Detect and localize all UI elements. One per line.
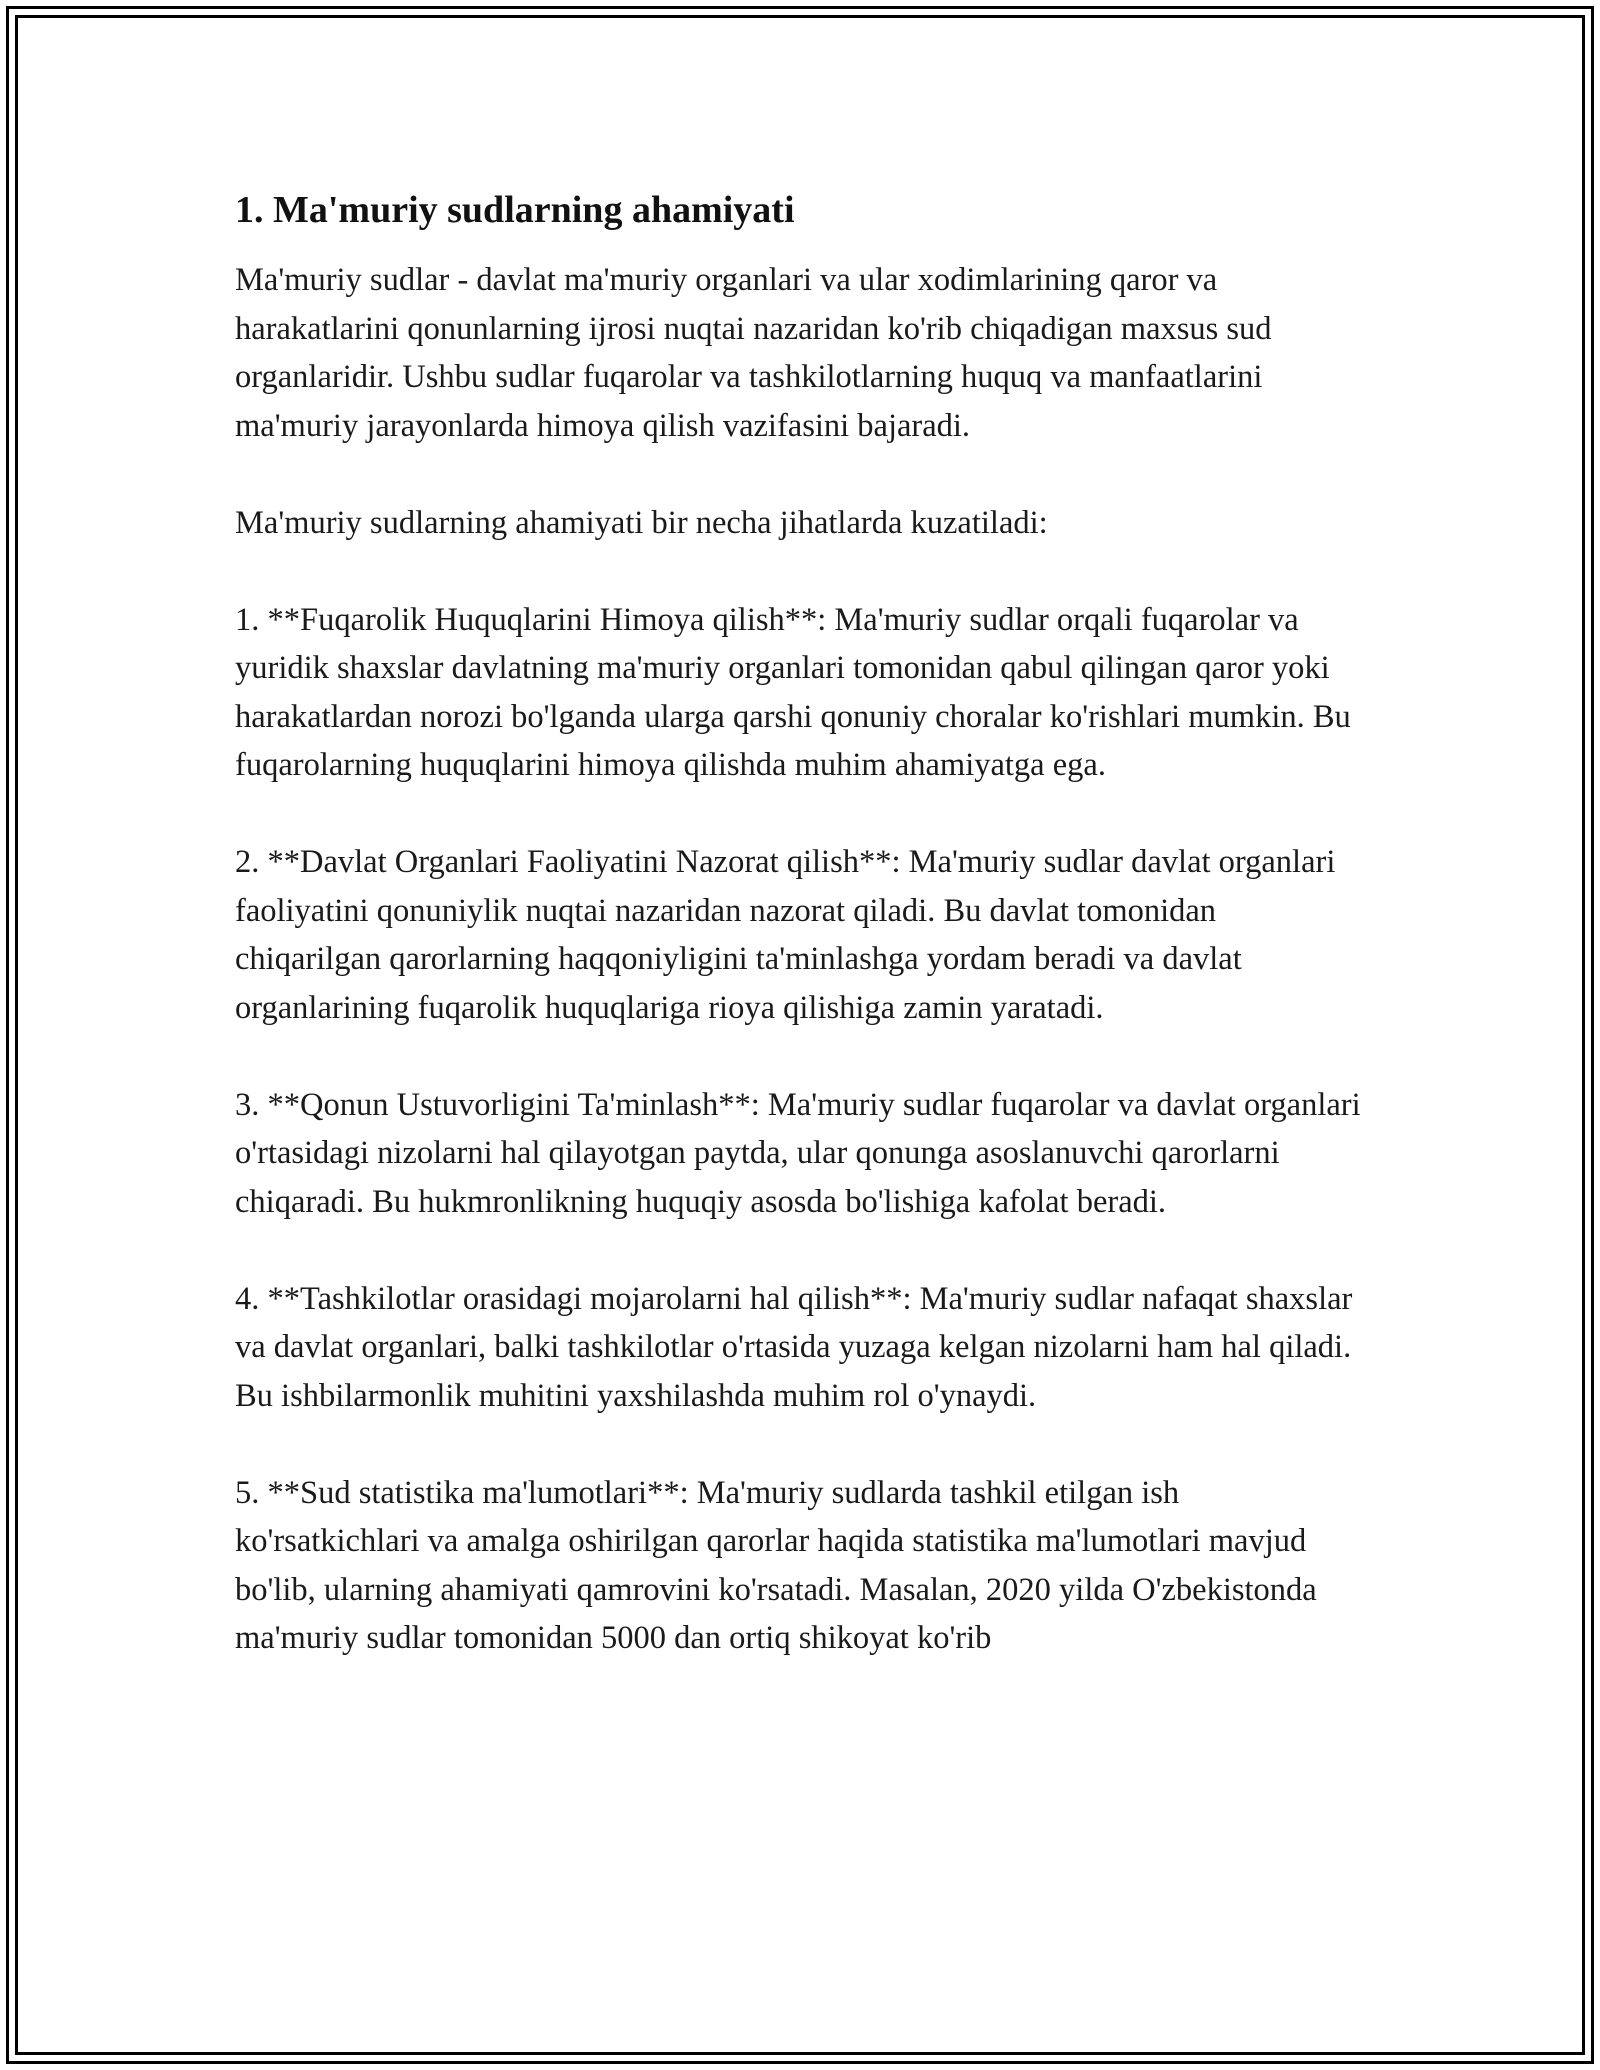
list-item-2: 2. **Davlat Organlari Faoliyatini Nazorat qilish**: Ma'muriy sudlar davlat organlari faoliyatini qonuniylik nuqtai nazaridan nazorat qiladi. Bu davlat tomonidan chiqarilgan qarorlarning haqqoniyligini ta'minlashga yordam beradi va davlat organlarining fuqarolik huquqlariga rioya qilishiga zamin yaratadi.	[235, 844, 1336, 1026]
list-item-5: 5. **Sud statistika ma'lumotlari**: Ma'muriy sudlarda tashkil etilgan ish ko'rsatkichlari va amalga oshirilgan qarorlar haqida statistika ma'lumotlari mavjud bo'lib, ularning ahamiyati qamrovini ko'rsatadi. Masalan, 2020 yilda O'zbekistonda ma'muriy sudlar tomonidan 5000 dan ortiq shikoyat ko'rib	[235, 1474, 1317, 1656]
list-item-4: 4. **Tashkilotlar orasidagi mojarolarni hal qilish**: Ma'muriy sudlar nafaqat shaxslar va davlat organlari, balki tashkilotlar o'rtasida yuzaga kelgan nizolarni ham hal qiladi. Bu ishbilarmonlik muhitini yaxshilashda muhim rol o'ynaydi.	[235, 1280, 1353, 1414]
paragraph-lead: Ma'muriy sudlarning ahamiyati bir necha jihatlarda kuzatiladi:	[235, 504, 1048, 541]
section-heading: 1. Ma'muriy sudlarning ahamiyati	[235, 189, 795, 231]
list-item-3: 3. **Qonun Ustuvorligini Ta'minlash**: Ma'muriy sudlar fuqarolar va davlat organlari o'rtasidagi nizolarni hal qilayotgan paytda, ular qonunga asoslanuvchi qarorlarni chiqaradi. Bu hukmronlikning huquqiy asosda bo'lishiga kafolat beradi.	[235, 1086, 1361, 1220]
list-item-1: 1. **Fuqarolik Huquqlarini Himoya qilish**: Ma'muriy sudlar orqali fuqarolar va yuridik shaxslar davlatning ma'muriy organlari tomonidan qabul qilingan qaror yoki harakatlardan norozi bo'lganda ularga qarshi qonuniy choralar ko'rishlari mumkin. Bu fuqarolarning huquqlarini himoya qilishda muhim ahamiyatga ega.	[235, 601, 1351, 783]
paragraph-intro: Ma'muriy sudlar - davlat ma'muriy organlari va ular xodimlarining qaror va harakatlarini qonunlarning ijrosi nuqtai nazaridan ko'rib chiqadigan maxsus sud organlaridir. Ushbu sudlar fuqarolar va tashkilotlarning huquq va manfaatlarini ma'muriy jarayonlarda himoya qilish vazifasini bajaradi.	[235, 262, 1272, 444]
document-body	[235, 186, 1365, 1663]
